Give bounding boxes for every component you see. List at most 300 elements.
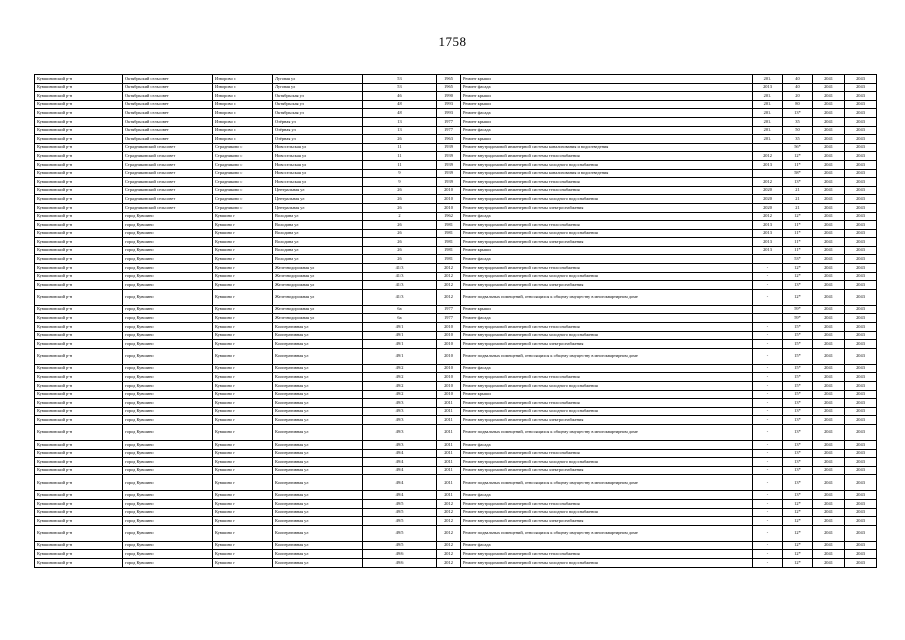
planned-end-year-cell: 2043: [845, 246, 877, 255]
street-cell: Железнодорожная ул: [273, 272, 363, 281]
last-repair-year-cell: 201.: [753, 135, 783, 144]
house-number-cell: 26: [363, 246, 437, 255]
planned-start-year-cell: 2041: [813, 399, 845, 408]
last-repair-year-cell: [753, 169, 783, 178]
settlement-cell: город Кувшино: [123, 255, 213, 264]
locality-cell: Кувшино г: [213, 550, 273, 559]
house-number-cell: 26: [363, 135, 437, 144]
table-row: [35, 314, 877, 323]
last-repair-year-cell: -: [753, 424, 783, 440]
planned-start-year-cell: 2041: [813, 238, 845, 247]
work-type-cell: Ремонт внутридомовой инженерной системы теплоснабжения: [461, 178, 753, 187]
settlement-cell: город Кувшино: [123, 407, 213, 416]
house-number-cell: 26: [363, 221, 437, 230]
table-row: [35, 186, 877, 195]
table-row: [35, 399, 877, 408]
house-number-cell: 11: [363, 152, 437, 161]
house-number-cell: 49/3: [363, 399, 437, 408]
district-cell: Кувшиновский р-н: [35, 126, 123, 135]
planned-end-year-cell: 2043: [845, 195, 877, 204]
work-type-cell: Ремонт подвальных помещений, относящихся к общему имуществу в многоквартирном доме: [461, 289, 753, 305]
year-built-cell: 1977: [437, 305, 461, 314]
year-built-cell: 2011: [437, 399, 461, 408]
year-built-cell: 1981: [437, 246, 461, 255]
district-cell: Кувшиновский р-н: [35, 203, 123, 212]
district-cell: Кувшиновский р-н: [35, 221, 123, 230]
street-cell: Кооперативная ул: [273, 475, 363, 491]
wear-cell: 15*: [783, 373, 813, 382]
last-repair-year-cell: -: [753, 449, 783, 458]
house-number-cell: 49/1: [363, 340, 437, 349]
house-number-cell: 26: [363, 255, 437, 264]
district-cell: Кувшиновский р-н: [35, 109, 123, 118]
wear-cell: 12*: [783, 264, 813, 273]
planned-start-year-cell: 2041: [813, 323, 845, 332]
planned-start-year-cell: 2041: [813, 550, 845, 559]
settlement-cell: Октябрьский сельсовет: [123, 83, 213, 92]
wear-cell: 50: [783, 126, 813, 135]
year-built-cell: 1962: [437, 212, 461, 221]
table-row: [35, 169, 877, 178]
locality-cell: Кувшино г: [213, 475, 273, 491]
year-built-cell: 1993: [437, 100, 461, 109]
wear-cell: 15*: [783, 382, 813, 391]
work-type-cell: Ремонт внутридомовой инженерной системы холодного водоснабжения: [461, 558, 753, 567]
planned-start-year-cell: 2041: [813, 407, 845, 416]
locality-cell: Кувшино г: [213, 331, 273, 340]
district-cell: Кувшиновский р-н: [35, 169, 123, 178]
table-row: [35, 364, 877, 373]
locality-cell: Кувшино г: [213, 424, 273, 440]
street-cell: Новосельская ул: [273, 169, 363, 178]
wear-cell: 13*: [783, 458, 813, 467]
planned-start-year-cell: 2041: [813, 314, 845, 323]
locality-cell: Страдниково с: [213, 143, 273, 152]
work-type-cell: Ремонт внутридомовой инженерной системы электроснабжения: [461, 340, 753, 349]
settlement-cell: Страдниковский сельсовет: [123, 178, 213, 187]
planned-end-year-cell: 2043: [845, 458, 877, 467]
planned-end-year-cell: 2043: [845, 109, 877, 118]
wear-cell: 13*: [783, 449, 813, 458]
house-number-cell: 49/5: [363, 525, 437, 541]
table-row: [35, 525, 877, 541]
wear-cell: 13*: [783, 178, 813, 187]
work-type-cell: Ремонт крыши: [461, 305, 753, 314]
street-cell: Луговая ул: [273, 83, 363, 92]
last-repair-year-cell: -: [753, 508, 783, 517]
work-type-cell: Ремонт фасада: [461, 541, 753, 550]
wear-cell: 13*: [783, 491, 813, 500]
planned-start-year-cell: 2041: [813, 558, 845, 567]
street-cell: Кооперативная ул: [273, 331, 363, 340]
planned-end-year-cell: 2043: [845, 424, 877, 440]
planned-end-year-cell: 2043: [845, 314, 877, 323]
locality-cell: Кувшино г: [213, 382, 273, 391]
settlement-cell: город Кувшино: [123, 508, 213, 517]
planned-end-year-cell: 2043: [845, 382, 877, 391]
year-built-cell: 2012: [437, 550, 461, 559]
street-cell: Центральная ул: [273, 203, 363, 212]
settlement-cell: город Кувшино: [123, 272, 213, 281]
locality-cell: Изворово с: [213, 135, 273, 144]
work-type-cell: Ремонт внутридомовой инженерной системы теплоснабжения: [461, 550, 753, 559]
planned-start-year-cell: 2041: [813, 340, 845, 349]
street-cell: Кооперативная ул: [273, 424, 363, 440]
locality-cell: Кувшино г: [213, 212, 273, 221]
planned-start-year-cell: 2041: [813, 255, 845, 264]
street-cell: Володина ул: [273, 212, 363, 221]
district-cell: Кувшиновский р-н: [35, 100, 123, 109]
last-repair-year-cell: 201.: [753, 92, 783, 101]
table-row: [35, 517, 877, 526]
work-type-cell: Ремонт крыши: [461, 246, 753, 255]
street-cell: Кооперативная ул: [273, 550, 363, 559]
last-repair-year-cell: 2012: [753, 152, 783, 161]
year-built-cell: 2010: [437, 331, 461, 340]
locality-cell: Кувшино г: [213, 281, 273, 290]
wear-cell: 15*: [783, 364, 813, 373]
wear-cell: 15*: [783, 340, 813, 349]
table-row: [35, 143, 877, 152]
house-number-cell: 6а: [363, 314, 437, 323]
planned-end-year-cell: 2043: [845, 541, 877, 550]
work-type-cell: Ремонт фасада: [461, 126, 753, 135]
table-row: [35, 382, 877, 391]
wear-cell: 12*: [783, 499, 813, 508]
district-cell: Кувшиновский р-н: [35, 491, 123, 500]
planned-start-year-cell: 2041: [813, 92, 845, 101]
street-cell: Володина ул: [273, 255, 363, 264]
work-type-cell: Ремонт внутридомовой инженерной системы электроснабжения: [461, 281, 753, 290]
house-number-cell: 11: [363, 143, 437, 152]
street-cell: Новосельская ул: [273, 152, 363, 161]
last-repair-year-cell: [753, 255, 783, 264]
last-repair-year-cell: 2013: [753, 160, 783, 169]
wear-cell: 12*: [783, 525, 813, 541]
house-number-cell: 49/1: [363, 331, 437, 340]
street-cell: Володина ул: [273, 246, 363, 255]
locality-cell: Страдниково с: [213, 195, 273, 204]
planned-end-year-cell: 2043: [845, 160, 877, 169]
last-repair-year-cell: -: [753, 364, 783, 373]
locality-cell: Кувшино г: [213, 246, 273, 255]
table-row: [35, 92, 877, 101]
planned-end-year-cell: 2043: [845, 152, 877, 161]
wear-cell: 15*: [783, 348, 813, 364]
planned-end-year-cell: 2043: [845, 449, 877, 458]
work-type-cell: Ремонт подвальных помещений, относящихся к общему имуществу в многоквартирном доме: [461, 424, 753, 440]
street-cell: Кооперативная ул: [273, 399, 363, 408]
settlement-cell: город Кувшино: [123, 221, 213, 230]
table-row: [35, 117, 877, 126]
last-repair-year-cell: 201.: [753, 126, 783, 135]
last-repair-year-cell: -: [753, 475, 783, 491]
locality-cell: Изворово с: [213, 126, 273, 135]
street-cell: Октябрьская ул: [273, 109, 363, 118]
house-number-cell: 46: [363, 92, 437, 101]
street-cell: Октябрьская ул: [273, 100, 363, 109]
work-type-cell: Ремонт внутридомовой инженерной системы теплоснабжения: [461, 449, 753, 458]
last-repair-year-cell: 2020: [753, 203, 783, 212]
table-row: [35, 126, 877, 135]
locality-cell: Страдниково с: [213, 169, 273, 178]
wear-cell: 12*: [783, 289, 813, 305]
work-type-cell: Ремонт крыши: [461, 92, 753, 101]
planned-start-year-cell: 2041: [813, 143, 845, 152]
year-built-cell: 2012: [437, 517, 461, 526]
house-number-cell: 41/3: [363, 289, 437, 305]
table-row: [35, 212, 877, 221]
district-cell: Кувшиновский р-н: [35, 416, 123, 425]
table-row: [35, 407, 877, 416]
street-cell: Железнодорожная ул: [273, 281, 363, 290]
settlement-cell: город Кувшино: [123, 424, 213, 440]
year-built-cell: 2011: [437, 416, 461, 425]
locality-cell: Страдниково с: [213, 186, 273, 195]
planned-end-year-cell: 2043: [845, 178, 877, 187]
table-row: [35, 373, 877, 382]
street-cell: Кооперативная ул: [273, 525, 363, 541]
table-row: [35, 305, 877, 314]
district-cell: Кувшиновский р-н: [35, 440, 123, 449]
planned-start-year-cell: 2041: [813, 126, 845, 135]
year-built-cell: 2012: [437, 281, 461, 290]
planned-start-year-cell: 2041: [813, 364, 845, 373]
locality-cell: Изворово с: [213, 117, 273, 126]
planned-end-year-cell: 2043: [845, 100, 877, 109]
settlement-cell: город Кувшино: [123, 541, 213, 550]
wear-cell: 15*: [783, 331, 813, 340]
settlement-cell: город Кувшино: [123, 323, 213, 332]
locality-cell: Страдниково с: [213, 203, 273, 212]
wear-cell: 15*: [783, 323, 813, 332]
house-number-cell: 53: [363, 75, 437, 84]
district-cell: Кувшиновский р-н: [35, 399, 123, 408]
house-number-cell: 49/2: [363, 382, 437, 391]
planned-end-year-cell: 2043: [845, 203, 877, 212]
locality-cell: Кувшино г: [213, 440, 273, 449]
planned-start-year-cell: 2041: [813, 424, 845, 440]
district-cell: Кувшиновский р-н: [35, 264, 123, 273]
year-built-cell: 2011: [437, 440, 461, 449]
locality-cell: Кувшино г: [213, 399, 273, 408]
year-built-cell: 2011: [437, 475, 461, 491]
year-built-cell: 1977: [437, 126, 461, 135]
house-number-cell: 49/5: [363, 508, 437, 517]
work-type-cell: Ремонт внутридомовой инженерной системы канализования и водоотведения: [461, 169, 753, 178]
planned-start-year-cell: 2041: [813, 264, 845, 273]
table-row: [35, 178, 877, 187]
wear-cell: 21: [783, 203, 813, 212]
house-number-cell: 11: [363, 160, 437, 169]
wear-cell: 35: [783, 117, 813, 126]
settlement-cell: город Кувшино: [123, 550, 213, 559]
district-cell: Кувшиновский р-н: [35, 117, 123, 126]
planned-end-year-cell: 2043: [845, 264, 877, 273]
page-number: 1758: [438, 34, 467, 49]
house-number-cell: 49/5: [363, 541, 437, 550]
settlement-cell: Страдниковский сельсовет: [123, 203, 213, 212]
year-built-cell: 1981: [437, 229, 461, 238]
settlement-cell: город Кувшино: [123, 314, 213, 323]
settlement-cell: Октябрьский сельсовет: [123, 126, 213, 135]
last-repair-year-cell: -: [753, 491, 783, 500]
planned-end-year-cell: 2043: [845, 143, 877, 152]
planned-start-year-cell: 2041: [813, 416, 845, 425]
work-type-cell: Ремонт фасада: [461, 364, 753, 373]
wear-cell: 13*: [783, 424, 813, 440]
last-repair-year-cell: -: [753, 525, 783, 541]
district-cell: Кувшиновский р-н: [35, 517, 123, 526]
house-number-cell: 2: [363, 212, 437, 221]
house-number-cell: 41/3: [363, 281, 437, 290]
house-number-cell: 49/6: [363, 558, 437, 567]
last-repair-year-cell: -: [753, 517, 783, 526]
year-built-cell: 2010: [437, 323, 461, 332]
last-repair-year-cell: 201.: [753, 75, 783, 84]
work-type-cell: Ремонт внутридомовой инженерной системы электроснабжения: [461, 517, 753, 526]
planned-end-year-cell: 2043: [845, 407, 877, 416]
street-cell: Озёрная ул: [273, 126, 363, 135]
planned-end-year-cell: 2043: [845, 117, 877, 126]
district-cell: Кувшиновский р-н: [35, 340, 123, 349]
locality-cell: Кувшино г: [213, 289, 273, 305]
wear-cell: 15*: [783, 390, 813, 399]
district-cell: Кувшиновский р-н: [35, 75, 123, 84]
last-repair-year-cell: -: [753, 272, 783, 281]
settlement-cell: город Кувшино: [123, 382, 213, 391]
district-cell: Кувшиновский р-н: [35, 289, 123, 305]
district-cell: Кувшиновский р-н: [35, 348, 123, 364]
district-cell: Кувшиновский р-н: [35, 272, 123, 281]
planned-end-year-cell: 2043: [845, 508, 877, 517]
table-body: [35, 75, 877, 568]
last-repair-year-cell: -: [753, 382, 783, 391]
year-built-cell: 1939: [437, 169, 461, 178]
planned-end-year-cell: 2043: [845, 399, 877, 408]
year-built-cell: 2012: [437, 499, 461, 508]
work-type-cell: Ремонт внутридомовой инженерной системы теплоснабжения: [461, 221, 753, 230]
table-row: [35, 264, 877, 273]
year-built-cell: 2010: [437, 340, 461, 349]
last-repair-year-cell: 201.: [753, 109, 783, 118]
house-number-cell: 49/2: [363, 373, 437, 382]
house-number-cell: 49/2: [363, 364, 437, 373]
table-row: [35, 390, 877, 399]
planned-start-year-cell: 2041: [813, 152, 845, 161]
street-cell: Кооперативная ул: [273, 340, 363, 349]
planned-end-year-cell: 2043: [845, 558, 877, 567]
settlement-cell: Страдниковский сельсовет: [123, 143, 213, 152]
wear-cell: 11*: [783, 221, 813, 230]
street-cell: Кооперативная ул: [273, 508, 363, 517]
settlement-cell: город Кувшино: [123, 246, 213, 255]
work-type-cell: Ремонт внутридомовой инженерной системы холодного водоснабжения: [461, 331, 753, 340]
street-cell: Кооперативная ул: [273, 348, 363, 364]
planned-start-year-cell: 2041: [813, 449, 845, 458]
district-cell: Кувшиновский р-н: [35, 424, 123, 440]
locality-cell: Кувшино г: [213, 499, 273, 508]
district-cell: Кувшиновский р-н: [35, 525, 123, 541]
year-built-cell: 1977: [437, 314, 461, 323]
house-number-cell: 41/3: [363, 264, 437, 273]
district-cell: Кувшиновский р-н: [35, 281, 123, 290]
year-built-cell: 2012: [437, 541, 461, 550]
settlement-cell: Октябрьский сельсовет: [123, 109, 213, 118]
district-cell: Кувшиновский р-н: [35, 92, 123, 101]
planned-start-year-cell: 2041: [813, 331, 845, 340]
work-type-cell: Ремонт внутридомовой инженерной системы холодного водоснабжения: [461, 229, 753, 238]
work-type-cell: Ремонт внутридомовой инженерной системы холодного водоснабжения: [461, 458, 753, 467]
year-built-cell: 2011: [437, 466, 461, 475]
table-row: [35, 466, 877, 475]
last-repair-year-cell: 2020: [753, 195, 783, 204]
planned-start-year-cell: 2041: [813, 466, 845, 475]
planned-end-year-cell: 2043: [845, 169, 877, 178]
house-number-cell: 26: [363, 186, 437, 195]
locality-cell: Кувшино г: [213, 541, 273, 550]
street-cell: Железнодорожная ул: [273, 314, 363, 323]
last-repair-year-cell: -: [753, 399, 783, 408]
street-cell: Центральная ул: [273, 195, 363, 204]
work-type-cell: Ремонт фасада: [461, 491, 753, 500]
table-row: [35, 475, 877, 491]
settlement-cell: город Кувшино: [123, 440, 213, 449]
planned-start-year-cell: 2041: [813, 169, 845, 178]
street-cell: Володина ул: [273, 238, 363, 247]
work-type-cell: Ремонт внутридомовой инженерной системы холодного водоснабжения: [461, 382, 753, 391]
planned-start-year-cell: 2041: [813, 491, 845, 500]
locality-cell: Страдниково с: [213, 152, 273, 161]
planned-end-year-cell: 2043: [845, 348, 877, 364]
settlement-cell: город Кувшино: [123, 331, 213, 340]
year-built-cell: 2010: [437, 186, 461, 195]
street-cell: Октябрьская ул: [273, 92, 363, 101]
district-cell: Кувшиновский р-н: [35, 499, 123, 508]
last-repair-year-cell: 2013: [753, 83, 783, 92]
house-number-cell: 49/4: [363, 475, 437, 491]
work-type-cell: Ремонт крыши: [461, 117, 753, 126]
work-type-cell: Ремонт внутридомовой инженерной системы теплоснабжения: [461, 323, 753, 332]
year-built-cell: 1993: [437, 109, 461, 118]
wear-cell: 13*: [783, 407, 813, 416]
locality-cell: Кувшино г: [213, 221, 273, 230]
house-number-cell: 26: [363, 238, 437, 247]
locality-cell: Кувшино г: [213, 305, 273, 314]
work-type-cell: Ремонт крыши: [461, 135, 753, 144]
year-built-cell: 1965: [437, 83, 461, 92]
planned-start-year-cell: 2041: [813, 499, 845, 508]
last-repair-year-cell: -: [753, 407, 783, 416]
planned-end-year-cell: 2043: [845, 364, 877, 373]
work-type-cell: Ремонт внутридомовой инженерной системы канализования и водоотведения: [461, 143, 753, 152]
house-number-cell: 53: [363, 83, 437, 92]
table-row: [35, 281, 877, 290]
last-repair-year-cell: -: [753, 466, 783, 475]
settlement-cell: Октябрьский сельсовет: [123, 117, 213, 126]
settlement-cell: Октябрьский сельсовет: [123, 92, 213, 101]
planned-end-year-cell: 2043: [845, 390, 877, 399]
settlement-cell: город Кувшино: [123, 340, 213, 349]
last-repair-year-cell: -: [753, 348, 783, 364]
year-built-cell: 1939: [437, 152, 461, 161]
street-cell: Кооперативная ул: [273, 458, 363, 467]
work-type-cell: Ремонт подвальных помещений, относящихся к общему имуществу в многоквартирном доме: [461, 348, 753, 364]
wear-cell: 11*: [783, 246, 813, 255]
table-row: [35, 541, 877, 550]
wear-cell: 58*: [783, 169, 813, 178]
district-cell: Кувшиновский р-н: [35, 152, 123, 161]
